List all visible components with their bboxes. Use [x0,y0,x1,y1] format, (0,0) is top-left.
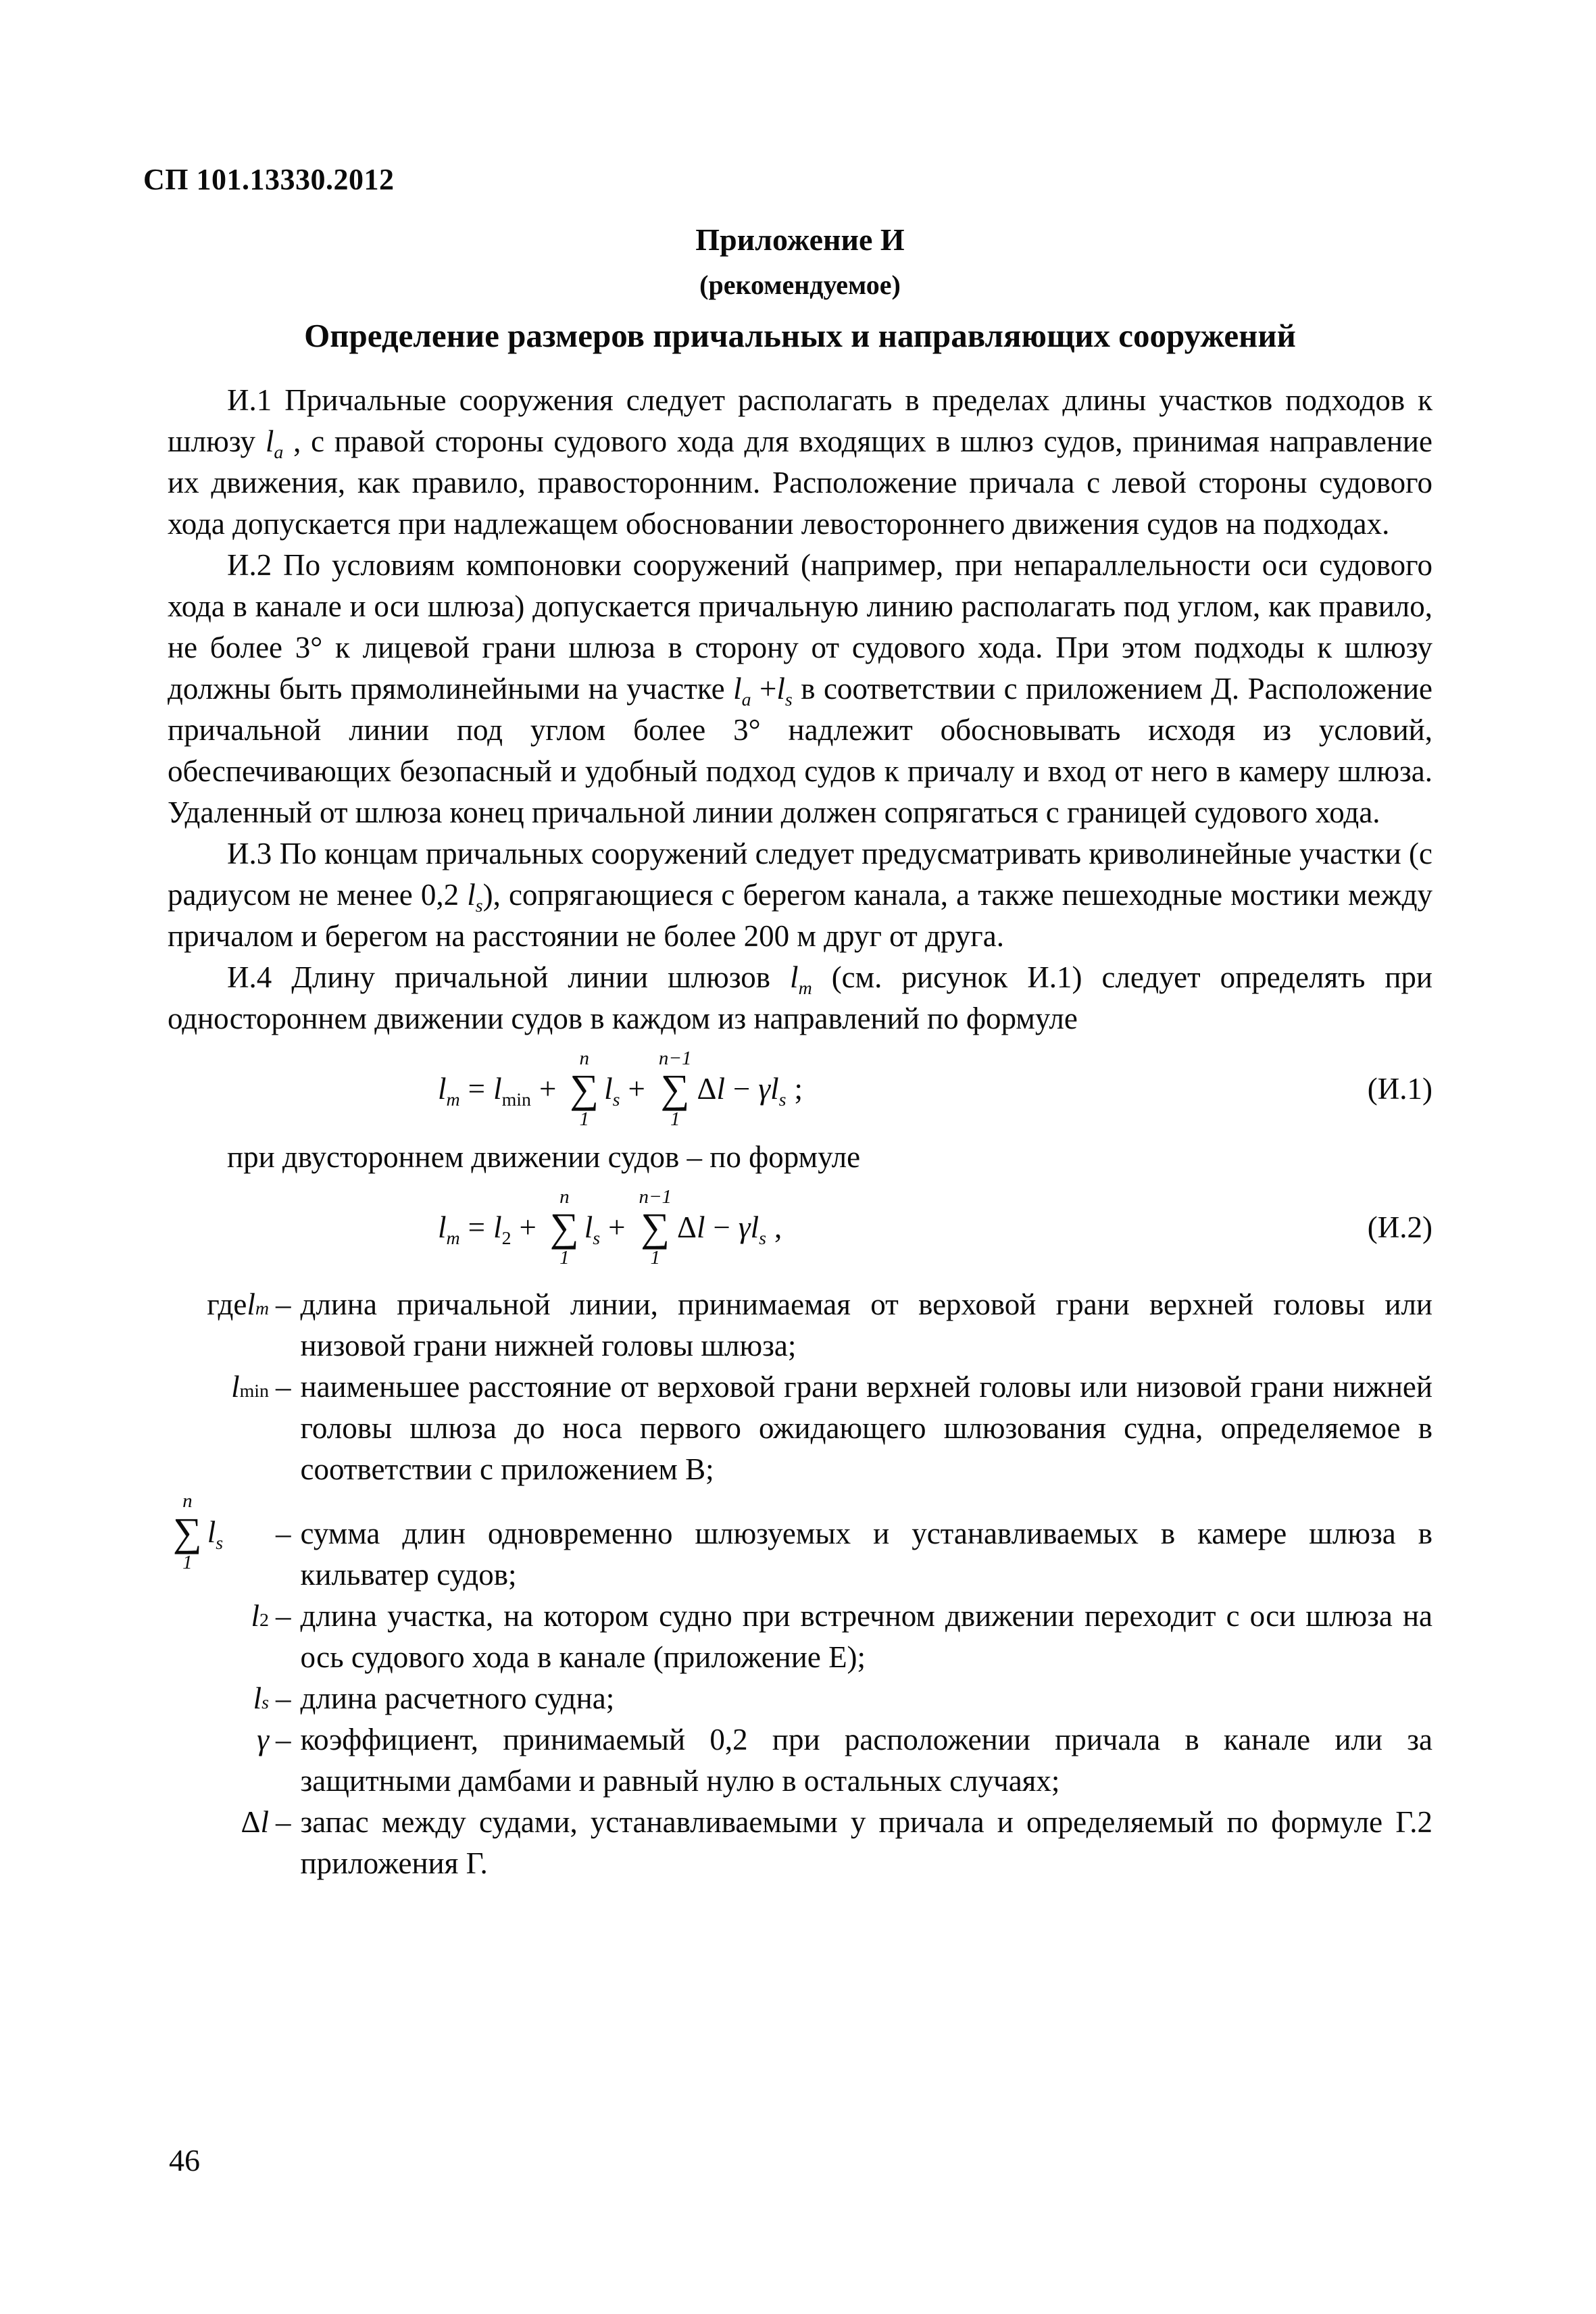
var-ls: $l_s$ [207,1515,224,1554]
var-lmin: $l_{min}$ [493,1072,531,1111]
definition-l2-term: l 2 [251,1599,269,1633]
paragraph-i2-text: И.2 По условиям компоновки сооружений (например, при непараллельности оси судового хода в канале и оси шлюза) допускается причальную линию располагать под углом, как правило, не более 3° к лицевой грани шлюза в сторону от судового хода. При этом подходы к шлюзу должны быть прямолинейными на участке [168,548,1432,706]
definition-sum-ls [168,1490,1432,1596]
formula-i1-math [438,1048,811,1131]
definition-sum-ls-text: сумма длин одновременно шлюзуемых и устанавливаемых в камере шлюза в кильватер судов; [300,1517,1432,1592]
sigma-icon: ∑ [570,1066,599,1112]
sum-symbol: n ∑ 1 [173,1490,202,1573]
sigma-icon: ∑ [173,1509,202,1554]
var-la: $l_a$ [733,672,751,710]
definition-l2 [168,1596,1432,1678]
sum-symbol: n ∑ 1 [570,1048,599,1131]
dash: – [276,1599,291,1633]
paragraph-i2-text: + [751,672,777,706]
paragraph-i4 [168,957,1432,1039]
formula-i2-label: (И.2) [1367,1210,1432,1245]
appendix-heading: Приложение И [695,222,905,257]
dash: – [276,1287,291,1322]
var-lm: $l_m$ [790,960,812,999]
plus-sign: + [539,1072,557,1106]
definition-lmin-term: l min [231,1370,269,1404]
equals-sign: = [468,1210,486,1245]
formula-i1 [168,1048,1432,1131]
var-lm: $l_m$ [438,1072,460,1111]
dash: – [276,1517,291,1551]
paragraph-i1 [168,380,1432,545]
var-gamma-ls: $\gamma l_s$ [758,1072,787,1111]
paragraph-two-way: при двустороннем движении судов – по формуле [227,1139,861,1174]
paragraph-i1-text: , с правой стороны судового хода для входящих в шлюз судов, принимая направление их движения, как правило, правосторонним. Расположение причала с левой стороны судового хода допускается при надлежащем обосновании левостороннего движения судов на подходах. [168,424,1432,541]
minus-sign: − [713,1210,730,1245]
definition-gamma-term: γ [257,1723,269,1757]
equals-sign: = [468,1072,486,1106]
punctuation: ; [794,1072,803,1106]
var-lm: $l_m$ [438,1210,460,1250]
definition-ls-text: длина расчетного судна; [300,1681,615,1716]
var-ls: $l_s$ [467,878,483,916]
definition-lm-term: где l m [207,1287,269,1322]
definition-ls [168,1678,1432,1719]
paragraph-i3 [168,833,1432,957]
document-body [168,380,1432,1884]
var-l2: $l_2$ [493,1210,512,1250]
sum-symbol: n ∑ 1 [549,1185,579,1269]
formula-i2-math [438,1186,790,1270]
definition-delta-l-text: запас между судами, устанавливаемыми у причала и определяемый по формуле Г.2 приложения Г. [300,1805,1432,1881]
sigma-icon: ∑ [549,1205,579,1250]
definition-lmin-text: наименьшее расстояние от верховой грани верхней головы или низовой грани нижней головы шлюза до носа первого ожидающего шлюзования судна, определяемое в соответствии с приложением В; [300,1370,1432,1487]
paragraph-i3-text: И.3 По концам причальных сооружений следует предусматривать криволинейные участки (с радиусом не менее 0,2 [168,837,1432,912]
paragraph-i2 [168,545,1432,833]
definition-delta-l [168,1802,1432,1884]
definition-sum-ls-term [168,1490,269,1574]
sigma-icon: ∑ [641,1205,670,1250]
definition-gamma-text: коэффициент, принимаемый 0,2 при расположении причала в канале или за защитными дамбами и равный нулю в остальных случаях; [300,1723,1432,1798]
definition-gamma [168,1719,1432,1802]
sum-symbol: n−1 ∑ 1 [658,1048,692,1131]
dash: – [276,1723,291,1757]
paragraph-i2-text: в соответствии с приложением Д. Расположение причальной линии под углом более 3° надлежит обосновывать исходя из условий, обеспечивающих безопасный и удобный подход судов к причалу и вход от него в камеру шлюза. Удаленный от шлюза конец причальной линии должен сопрягаться с границей судового хода. [168,672,1432,829]
plus-sign: + [628,1072,645,1106]
var-gamma-ls: $\gamma l_s$ [738,1210,766,1250]
plus-sign: + [608,1210,626,1245]
var-la: $l_a$ [265,424,284,463]
var-ls: $l_s$ [776,672,793,710]
var-delta-l: Δl [697,1072,725,1106]
doc-code: СП 101.13330.2012 [143,163,395,196]
paragraph-i4-text: (см. рисунок И.1) следует определять при одностороннем движении судов в каждом из направлений по формуле [168,960,1433,1035]
var-ls: $l_s$ [584,1210,601,1250]
formula-i1-label: (И.1) [1367,1072,1432,1106]
var-delta-l: Δl [677,1210,705,1245]
punctuation: , [774,1210,782,1245]
definition-lm [168,1284,1432,1367]
definition-ls-term: l s [253,1681,269,1716]
minus-sign: − [732,1072,751,1106]
page-number: 46 [169,2143,200,2177]
dash: – [276,1805,291,1840]
definition-lm-text: длина причальной линии, принимаемая от верховой грани верхней головы или низовой грани нижней головы шлюза; [300,1287,1432,1363]
definition-delta-l-term: Δ l [241,1805,269,1840]
definition-lmin [168,1367,1432,1490]
var-ls: $l_s$ [604,1072,620,1111]
definitions-list [168,1284,1432,1884]
paragraph-i3-text: ), сопрягающиеся с берегом канала, а также пешеходные мостики между причалом и берегом на расстоянии не более 200 м друг от друга. [168,878,1433,953]
formula-i2 [168,1186,1432,1270]
section-title: Определение размеров причальных и направляющих сооружений [304,317,1296,354]
appendix-note: (рекомендуемое) [699,270,901,300]
plus-sign: + [519,1210,537,1245]
dash: – [276,1681,291,1716]
paragraph-i4-text: И.4 Длину причальной линии шлюзов [227,960,791,994]
sum-symbol: n−1 ∑ 1 [639,1185,672,1269]
sigma-icon: ∑ [660,1066,690,1112]
dash: – [276,1370,291,1404]
definition-l2-text: длина участка, на котором судно при встречном движении переходит с оси шлюза на ось судового хода в канале (приложение Е); [300,1599,1432,1675]
paragraph-i1-text: И.1 Причальные сооружения следует располагать в пределах длины участков подходов к шлюзу [168,383,1432,458]
